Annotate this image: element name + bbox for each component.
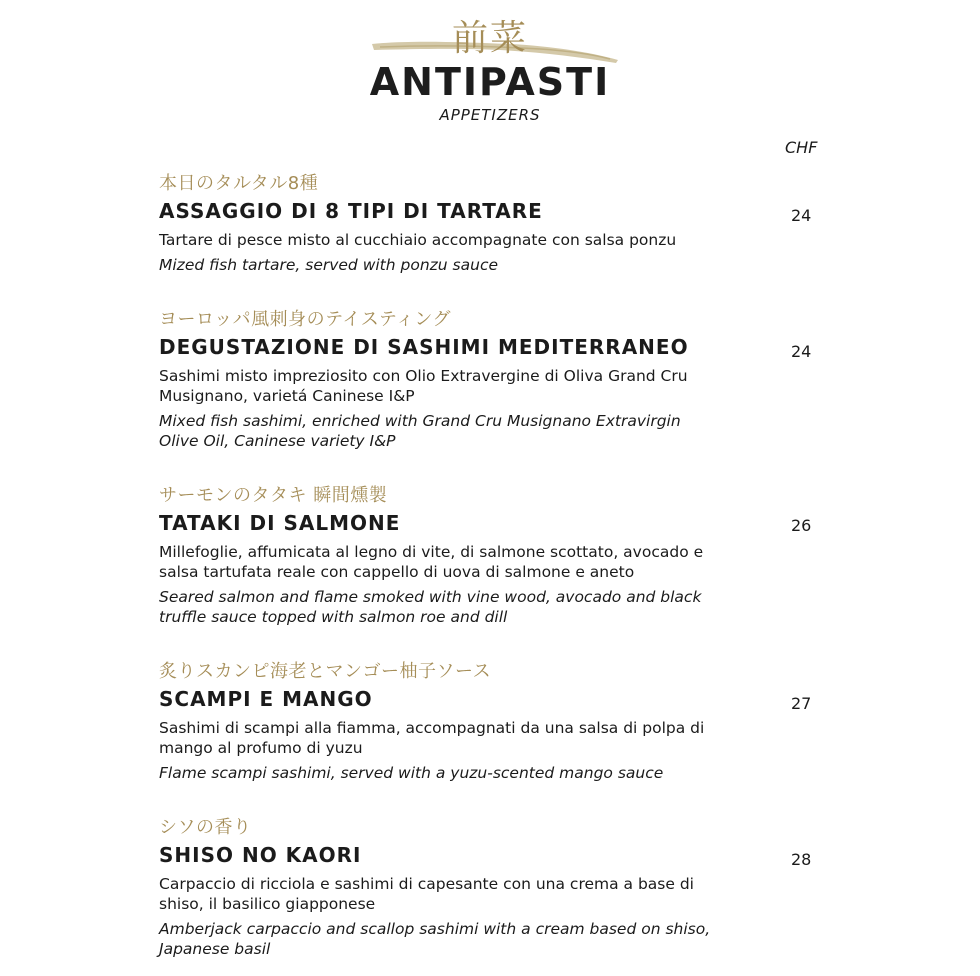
menu-item-description-italian: Sashimi misto impreziosito con Olio Extravergine di Oliva Grand Cru Musignano, varietá Caninese I&P bbox=[159, 367, 688, 405]
menu-item bbox=[159, 484, 719, 627]
menu-item-description-italian: Millefoglie, affumicata al legno di vite, di salmone scottato, avocado e salsa tartufata reale con cappello di uova di salmone e aneto bbox=[159, 543, 704, 581]
menu-item-name: DEGUSTAZIONE DI SASHIMI MEDITERRANEO bbox=[159, 335, 689, 359]
menu-item-name: ASSAGGIO DI 8 TIPI DI TARTARE bbox=[159, 199, 543, 223]
menu-item-name: SCAMPI E MANGO bbox=[159, 687, 373, 711]
menu-item bbox=[159, 172, 719, 275]
menu-item bbox=[159, 816, 719, 959]
menu-item-description-english: Mixed fish sashimi, enriched with Grand Cru Musignano Extravirgin Olive Oil, Caninese variety I&P bbox=[159, 412, 681, 450]
section-title: ANTIPASTI bbox=[369, 60, 611, 104]
menu-item-price: 26 bbox=[791, 516, 812, 535]
section-subtitle: APPETIZERS bbox=[439, 106, 541, 124]
menu-item-japanese-name: サーモンのタタキ 瞬間燻製 bbox=[159, 485, 388, 506]
menu-item-name: TATAKI DI SALMONE bbox=[159, 511, 401, 535]
menu-item-price: 24 bbox=[791, 342, 812, 361]
menu-item-japanese-name: シソの香り bbox=[159, 817, 252, 838]
menu-item-price: 27 bbox=[791, 694, 812, 713]
menu-header bbox=[0, 0, 980, 140]
currency-label: CHF bbox=[785, 138, 818, 157]
menu-item-price: 24 bbox=[791, 206, 812, 225]
menu-item bbox=[159, 660, 719, 783]
menu-item-description-english: Mized fish tartare, served with ponzu sauce bbox=[159, 256, 499, 274]
menu-item-description-italian: Sashimi di scampi alla fiamma, accompagnati da una salsa di polpa di mango al profumo di yuzu bbox=[159, 719, 705, 757]
menu-item-description-english: Amberjack carpaccio and scallop sashimi with a cream based on shiso, Japanese basil bbox=[159, 920, 711, 958]
menu-item bbox=[159, 308, 719, 451]
menu-item-price: 28 bbox=[791, 850, 812, 869]
menu-item-japanese-name: ヨーロッパ風刺身のテイスティング bbox=[159, 309, 452, 330]
menu-item-description-english: Flame scampi sashimi, served with a yuzu-scented mango sauce bbox=[159, 764, 664, 782]
japanese-section-title: 前菜 bbox=[451, 18, 528, 59]
menu-item-description-italian: Tartare di pesce misto al cucchiaio accompagnate con salsa ponzu bbox=[159, 231, 677, 249]
menu-item-japanese-name: 本日のタルタル8種 bbox=[159, 173, 319, 194]
menu-item-name: SHISO NO KAORI bbox=[159, 843, 362, 867]
menu-item-description-english: Seared salmon and flame smoked with vine wood, avocado and black truffle sauce topped with salmon roe and dill bbox=[159, 588, 702, 626]
menu-item-japanese-name: 炙りスカンピ海老とマンゴー柚子ソース bbox=[159, 661, 492, 682]
menu-item-description-italian: Carpaccio di ricciola e sashimi di capesante con una crema a base di shiso, il basilico giapponese bbox=[159, 875, 694, 913]
